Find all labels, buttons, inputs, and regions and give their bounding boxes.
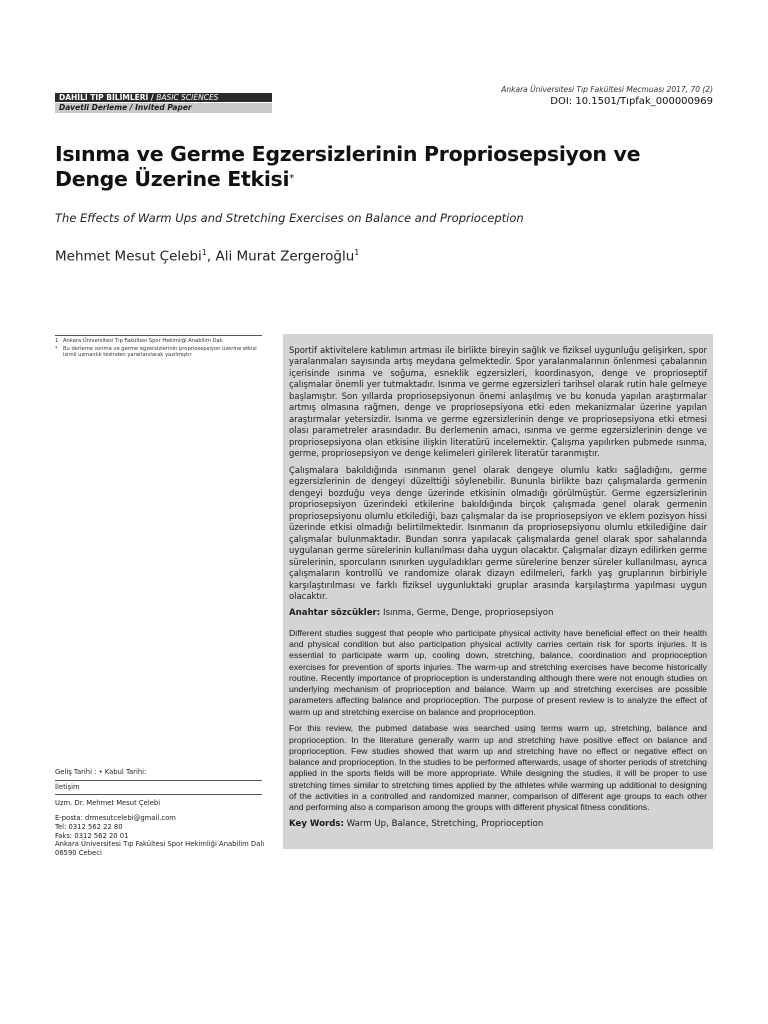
article-title-text: Isınma ve Germe Egzersizlerinin Propriosepsiyon ve Denge Üzerine Etkisi <box>55 142 641 191</box>
footnote-item <box>55 346 262 359</box>
author-list <box>55 248 715 265</box>
keywords-en <box>289 819 707 830</box>
author-affiliation-mark: 1 <box>201 248 207 257</box>
abstract-en-paragraph: For this review, the pubmed database was searched using terms warm up, stretching, balance and proprioception. In the literature generally warm up and stretching have positive effect on balance and proprioception. Few studies showed that warm up and stretching have no effect or negative effect on balance and proprioception. In the studies to be performed afterwards, usage of shorter periods of stretching applied in the sports fields will be more appropriate. While designing the studies, it will be proper to use stretching times similar to stretching times applied by the athletes while warming up additional to designing of the activities in a controlled and randomized manner, comparison of different age groups to each other and performing also a comparison among the groups with different physical fitness conditions. <box>289 723 707 813</box>
keywords-tr-text: Isınma, Germe, Denge, propriosepsiyon <box>380 607 554 618</box>
article-type-label: Davetli Derleme / Invited Paper <box>55 103 272 113</box>
contact-email: E-posta: drmesutcelebi@gmail.com <box>55 814 176 822</box>
contact-block <box>55 814 265 858</box>
article-title-english: The Effects of Warm Ups and Stretching Exercises on Balance and Proprioception <box>55 211 524 225</box>
footnote-mark: * <box>55 345 58 352</box>
article-title <box>55 142 715 192</box>
abstract-tr-paragraph: Çalışmalara bakıldığında ısınmanın genel olarak dengeye olumlu katkı sağladığını, germe egzersizlerinin de dengeyi düzelttiği söylenebilir. Bununla birlikte bazı çalışmalarda germenin dengeyi bozduğu veya denge üzerinde etkisinin olmadığı görülmüştür. Germe egzersizlerinin propriosepsiyon üzerindeki etkilerine bakıldığında birçok çalışmada genel olarak germenin propriosepsiyonu olumlu etkilediği, bazı çalışmalar da ise propriosepsiyon ve eklem pozisyon hissi üzerinde etkisi olmadığı belirtilmektedir. Isınmanın da propriosepsiyonu olumlu etkilediğine dair çalışmalar bulunmaktadır. Bundan sonra yapılacak çalışmalarda genel olarak spor sahalarında uygulanan germe sürelerinin kullanılması daha uygun olacaktır. Çalışmalar dizayn edilirken germe sürelerinin, sporcuların ısınırken uyguladıkları germe sürelerine benzer süreler kullanılması, ayrıca çalışmaların kontrollü ve randomize olarak dizayn edilmeleri, farklı yaş gruplarının birbiriyle karşılaştırılması ve farklı fiziksel uygunluktaki gruplar arasında karşılaştırma yapılması uygun olacaktır. <box>289 465 707 602</box>
contact-divider <box>55 794 262 795</box>
author-affiliation-mark: 1 <box>354 248 360 257</box>
footnote-divider <box>55 335 262 336</box>
section-label <box>55 93 272 102</box>
section-label-tr: DAHİLİ TIP BİLİMLERİ <box>59 93 149 102</box>
contact-divider-top <box>55 780 262 781</box>
footnote-mark: 1 <box>55 338 59 344</box>
section-label-separator: / <box>148 93 157 102</box>
keywords-en-label: Key Words: <box>289 818 344 829</box>
abstract-box <box>283 334 713 849</box>
footnote-text: Ankara Üniversitesi Tıp Fakültesi Spor Hekimliği Anabilim Dalı <box>63 338 223 344</box>
title-footnote-mark: * <box>289 173 294 184</box>
footnote-item <box>55 338 262 345</box>
author-name: Ali Murat Zergeroğlu <box>215 248 355 265</box>
doi-text: DOI: 10.1501/Tıpfak_000000969 <box>550 96 713 107</box>
journal-citation: Ankara Üniversitesi Tıp Fakültesi Mecmuası 2017, 70 (2) <box>501 85 713 94</box>
contact-heading: İletişim <box>55 783 80 791</box>
footnotes <box>55 338 262 360</box>
section-label-en: BASIC SCIENCES <box>156 93 219 102</box>
keywords-tr-label: Anahtar sözcükler: <box>289 607 381 618</box>
contact-name: Uzm. Dr. Mehmet Mesut Çelebi <box>55 799 161 807</box>
footnote-text: Bu derleme ısınma ve germe egzersizlerinin propriosepsiyon üzerine etkisi isimli uzmanlık tezinden yararlanılarak yazılmıştır <box>63 345 257 359</box>
submission-dates: Geliş Tarihi : • Kabul Tarihi: <box>55 768 147 776</box>
author-name: Mehmet Mesut Çelebi <box>55 248 202 265</box>
contact-phone: Tel: 0312 562 22 80 <box>55 822 123 831</box>
abstract-en-paragraph: Different studies suggest that people who participate physical activity have beneficial effect on their health and physical condition but also participation physical activity carries certain risk for sports injuries. It is essential to participate warm up, cooling down, stretching, balance, coordination and proprioception exercises for prevention of sports injuries. The warm-up and stretching exercises have become historically routine. Recently importance of proprioception is understanding although there were not enough studies on underlying mechanism of proprioception and balance. Warm up and stretching exercises are possible parameters affecting balance and proprioception. The purpose of present review is to analyze the effect of warm up and stretching exercise on balance and proprioception. <box>289 627 707 717</box>
keywords-tr <box>289 608 707 619</box>
keywords-en-text: Warm Up, Balance, Stretching, Proprioception <box>343 818 544 829</box>
abstract-tr-paragraph: Sportif aktivitelere katılımın artması ile birlikte bireyin sağlık ve fiziksel uygunluğu gelişirken, spor yaralanmaları sayısında artış meydana gelmektedir. Spor yaralanmalarının önlenmesi çabalarının içerisinde ısınma ve soğuma, esneklik egzersizleri, koordinasyon, denge ve proprioseptif çalışmalar önemli yer tutmaktadır. Isınma ve germe egzersizleri tarihsel olarak rutin hale gelmeye başlamıştır. Son yıllarda propriosepsiyonun önemi anlaşılmış ve bu konuda yapılan araştırmalar artmış olmasına rağmen, denge ve propriosepsiyona etki eden mekanizmalar üzerine yapılan araştırmalar yetersizdir. Isınma ve germe egzersizlerinin denge ve propriosepsiyona etki etmesi olası parametreler arasındadır. Bu derlemenin amacı, ısınma ve germe egzersizlerinin denge ve propriosepsiyona olan etkisine ilişkin literatürü incelemektir. Çalışma yapılırken pubmede ısınma, germe, propriosepsiyon ve denge kelimeleri girilerek literatür taranmıştır. <box>289 345 707 459</box>
author-separator: , <box>206 248 216 265</box>
contact-address: Ankara Üniversitesi Tıp Fakültesi Spor Hekimliği Anabilim Dalı <box>55 840 265 849</box>
contact-postcode: 06590 Cebeci <box>55 849 102 858</box>
contact-fax: Faks: 0312 562 20 01 <box>55 831 129 840</box>
